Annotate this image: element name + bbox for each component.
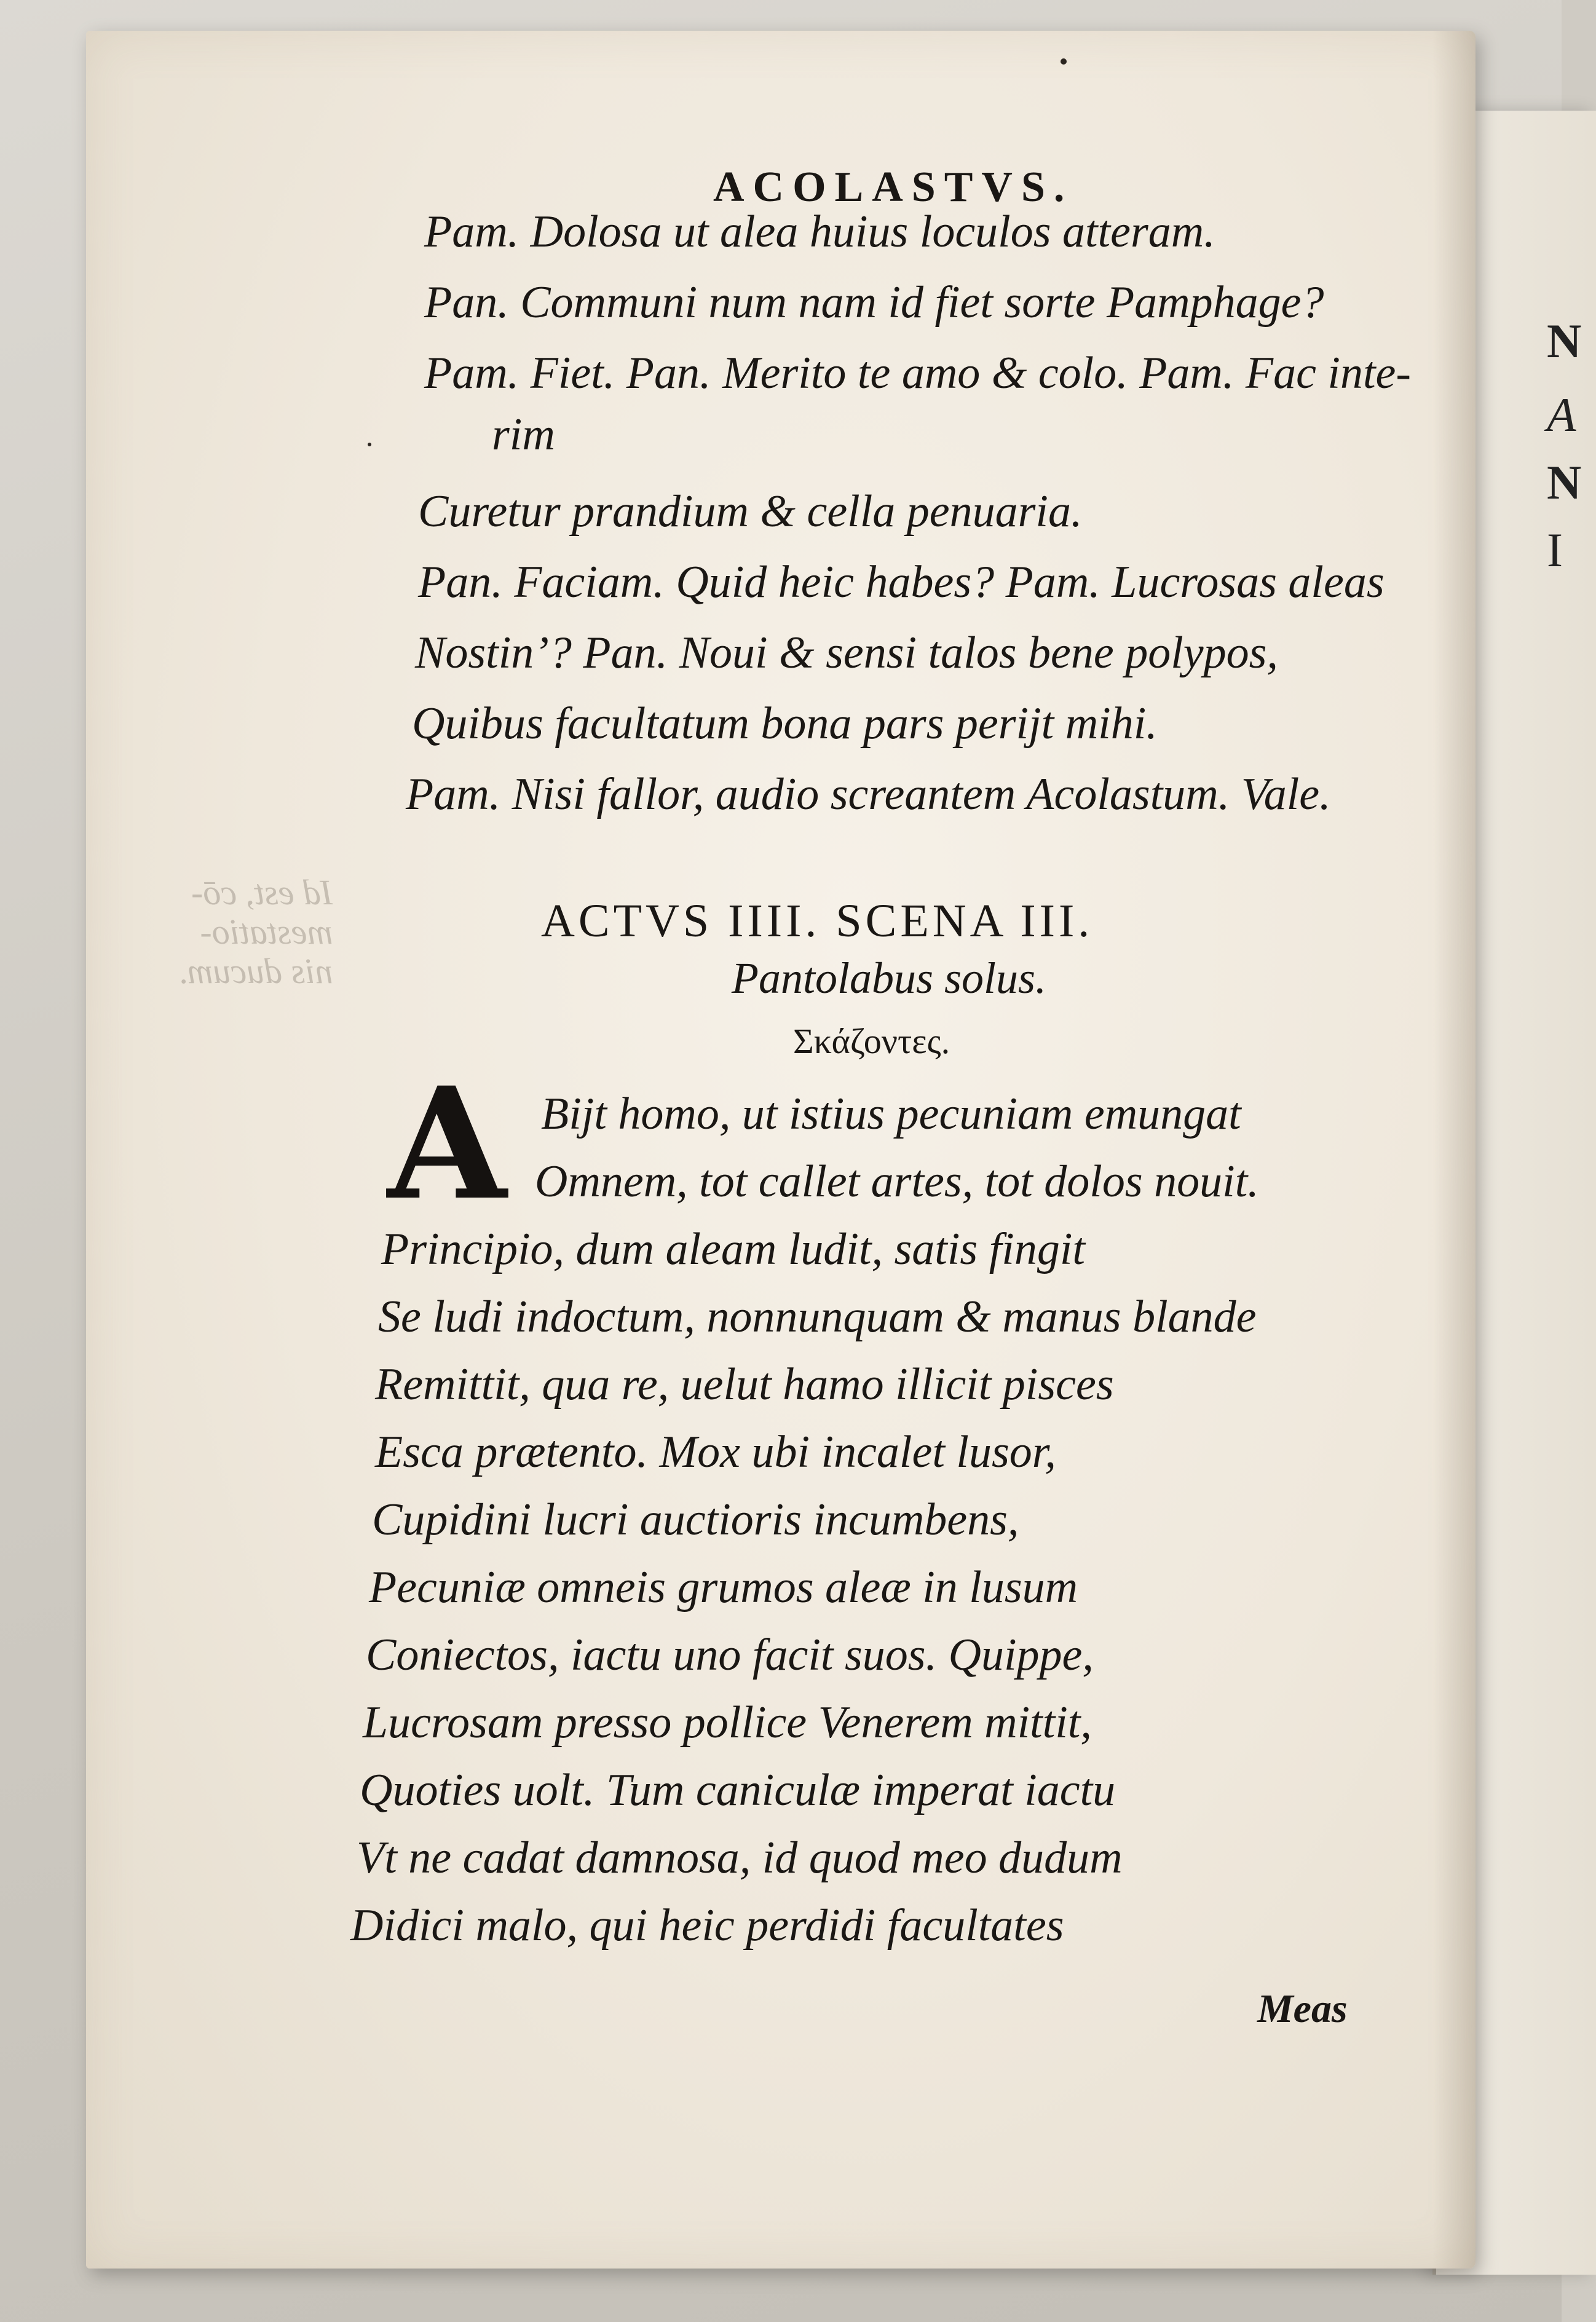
- verse-line: Didici malo, qui heic perdidi facultates: [350, 1900, 1064, 1951]
- verse-line: Esca prætento. Mox ubi incalet lusor,: [375, 1427, 1056, 1477]
- verse-line: Cupidini lucri auctioris incumbens,: [372, 1495, 1019, 1545]
- speech-line: Nostin’? Pan. Noui & sensi talos bene polypos,: [415, 628, 1278, 678]
- bleed-line: mestatio-: [200, 911, 333, 952]
- verse-line: Omnem, tot callet artes, tot dolos nouit.: [535, 1156, 1259, 1207]
- drop-cap: A: [387, 1053, 507, 1234]
- speech-line: Pan. Faciam. Quid heic habes? Pam. Lucrosas aleas: [418, 557, 1385, 607]
- verse-line: Vt ne cadat damnosa, id quod meo dudum: [357, 1833, 1123, 1883]
- scene-subheading: Pantolabus solus.: [732, 954, 1047, 1003]
- ink-speck: [1061, 58, 1067, 65]
- catchword: Meas: [1257, 1986, 1348, 2031]
- facing-page-letter: A: [1547, 388, 1576, 441]
- speech-line: Curetur prandium & cella penuaria.: [418, 486, 1083, 537]
- speech-line: Pam. Dolosa ut alea huius loculos atteram.: [424, 207, 1215, 257]
- verse-line: Quoties uolt. Tum caniculæ imperat iactu: [360, 1765, 1116, 1815]
- speech-line: Pam. Fiet. Pan. Merito te amo & colo. Pam. Fac inte-: [424, 348, 1412, 398]
- bleed-line: nis ducum.: [178, 950, 333, 991]
- running-header: ACOLASTVS.: [713, 164, 1073, 211]
- speech-line: Quibus facultatum bona pars perijt mihi.: [412, 698, 1158, 749]
- speech-line: rim: [492, 409, 555, 460]
- facing-page-letter: I: [1547, 523, 1563, 577]
- verse-line: Pecuniæ omneis grumos aleæ in lusum: [369, 1562, 1078, 1613]
- verse-line: Bijt homo, ut istius pecuniam emungat: [541, 1089, 1241, 1139]
- metre-label: Σκάζοντες.: [793, 1021, 950, 1061]
- verse-line: Remittit, qua re, uelut hamo illicit pisces: [375, 1359, 1114, 1410]
- bleed-through-note: [178, 873, 333, 990]
- verse-line: Lucrosam presso pollice Venerem mittit,: [363, 1697, 1092, 1748]
- speech-line: Pam. Nisi fallor, audio screantem Acolastum. Vale.: [406, 769, 1331, 819]
- bleed-line: Id est, cō-: [191, 872, 333, 912]
- gutter-shadow: [1432, 31, 1476, 2269]
- speech-line: Pan. Communi num nam id fiet sorte Pamphage?: [424, 277, 1324, 328]
- facing-page-letter: N: [1547, 314, 1582, 368]
- ink-speck: [368, 443, 371, 446]
- verse-line: Coniectos, iactu uno facit suos. Quippe,: [366, 1630, 1094, 1680]
- verse-line: Se ludi indoctum, nonnunquam & manus blande: [378, 1292, 1257, 1342]
- act-scene-heading: ACTVS IIII. SCENA III.: [541, 895, 1094, 947]
- verse-line: Principio, dum aleam ludit, satis fingit: [381, 1224, 1085, 1274]
- facing-page-letter: N: [1547, 456, 1582, 509]
